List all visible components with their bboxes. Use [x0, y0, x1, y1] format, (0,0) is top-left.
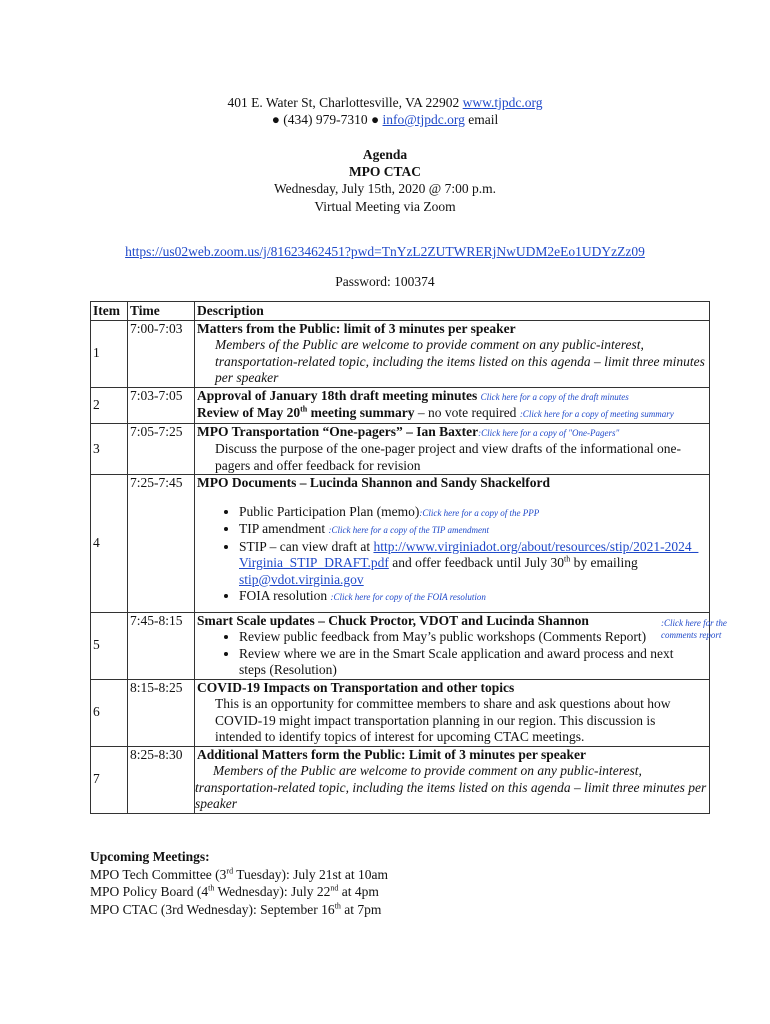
- item-time: 7:05-7:25: [128, 423, 195, 475]
- bullet-list: [197, 629, 707, 679]
- bullet-text: Public Participation Plan (memo): [239, 503, 420, 519]
- item-title-line: [197, 424, 707, 442]
- summary-line: [197, 405, 707, 423]
- zoom-link[interactable]: https://us02web.zoom.us/j/81623462451?pwd=TnYzL2ZUTWRERjNwUDM2eEo1UDYzZz09: [125, 244, 645, 259]
- item-description: [195, 387, 710, 423]
- item-number: 4: [91, 475, 128, 613]
- item-body: Members of the Public are welcome to provide comment on any public-interest, transportation-related topic, including the items listed on this agenda – limit three minutes per speaker: [195, 763, 707, 811]
- table-row: [91, 423, 710, 475]
- item-number: 2: [91, 387, 128, 423]
- summary-note-link[interactable]: :Click here for a copy of meeting summary: [519, 409, 674, 419]
- item-number: 3: [91, 423, 128, 475]
- foia-note-link[interactable]: :Click here for copy of the FOIA resolution: [330, 592, 486, 602]
- agenda-table: [90, 301, 727, 814]
- letterhead-contact-line: [0, 111, 770, 128]
- website-link[interactable]: www.tjpdc.org: [462, 95, 543, 110]
- summary-no-vote: – no vote required: [414, 405, 517, 420]
- item-time: 8:25-8:30: [128, 746, 195, 813]
- upcoming-meeting-ctac: [90, 901, 388, 919]
- item-title: Additional Matters form the Public: Limit of 3 minutes per speaker: [197, 746, 586, 762]
- list-item: [239, 588, 707, 606]
- upcoming-meetings: [90, 848, 388, 918]
- zoom-link-line: [0, 243, 770, 260]
- minutes-line: [197, 388, 707, 406]
- table-header-row: [91, 302, 710, 321]
- meeting-text: MPO Policy Board (4: [90, 884, 209, 899]
- stip-draft-link[interactable]: http://www.virginiadot.org/about/resources/stip/2021-2024_Virginia_STIP_DRAFT.pdf: [239, 538, 699, 570]
- time-column-header: Time: [128, 302, 195, 321]
- meeting-date: Wednesday, July 15th, 2020 @ 7:00 p.m.: [274, 181, 496, 196]
- summary-sup: th: [300, 404, 308, 414]
- agenda-heading: Agenda: [362, 147, 408, 162]
- item-time: 8:15-8:25: [128, 679, 195, 746]
- tip-note-link[interactable]: :Click here for a copy of the TIP amendment: [328, 525, 489, 535]
- upcoming-meeting-tech: [90, 866, 388, 884]
- item-description: [195, 423, 710, 475]
- bullet-text: FOIA resolution: [239, 588, 328, 603]
- list-item: • Review public feedback from May’s public workshops (Comments Report): [239, 629, 693, 646]
- item-description: [195, 679, 710, 746]
- bullet-text: STIP – can view draft at: [239, 538, 374, 554]
- item-description: [195, 475, 710, 613]
- item-body: This is an opportunity for committee members to share and ask questions about how COVID-19 might impact transportation planning in our region. This discussion is intended to identify topics of interest for upcoming CTAC meetings.: [215, 696, 671, 744]
- meeting-text-cont: at 4pm: [338, 884, 379, 899]
- letterhead-address-line: [0, 94, 770, 111]
- meeting-text: MPO CTAC (3rd Wednesday): September 16: [90, 901, 335, 917]
- meeting-sup: th: [208, 883, 215, 893]
- item-body: Discuss the purpose of the one-pager project and view drafts of the informational one-pagers and offer feedback for revision: [215, 441, 681, 473]
- table-row: [91, 612, 710, 679]
- item-title: Matters from the Public: limit of 3 minutes per speaker: [197, 320, 516, 336]
- item-time: 7:25-7:45: [128, 475, 195, 613]
- table-row: [91, 746, 710, 813]
- meeting-text-cont: Tuesday): July 21st at 10am: [233, 866, 388, 882]
- meeting-text-cont: Wednesday): July 22: [214, 884, 331, 899]
- bullet-text-cont2: by emailing: [570, 555, 638, 570]
- bullet-text-cont: and offer feedback until July 30: [388, 555, 565, 570]
- meeting-text-cont: at 7pm: [340, 901, 382, 917]
- stip-email-link[interactable]: stip@vdot.virginia.gov: [239, 571, 364, 587]
- item-column-header: Item: [91, 302, 128, 321]
- summary-title-cont: meeting summary: [307, 405, 415, 420]
- meeting-venue: Virtual Meeting via Zoom: [314, 199, 456, 214]
- list-item: [239, 521, 707, 539]
- description-column-header: Description: [195, 302, 710, 321]
- upcoming-heading: Upcoming Meetings:: [90, 849, 210, 864]
- one-pagers-note-link[interactable]: :Click here for a copy of "One-Pagers": [478, 427, 620, 438]
- item-title: COVID-19 Impacts on Transportation and other topics: [197, 679, 515, 695]
- item-title: Smart Scale updates – Chuck Proctor, VDOT and Lucinda Shannon: [197, 612, 589, 628]
- email-link[interactable]: info@tjpdc.org: [382, 112, 465, 127]
- comments-report-note-link[interactable]: :Click here for the comments report: [661, 617, 727, 640]
- item-description: [195, 612, 727, 679]
- item-title: MPO Transportation “One-pagers” – Ian Baxter: [197, 423, 479, 439]
- upcoming-meeting-policy: [90, 883, 388, 901]
- item-number: 1: [91, 320, 128, 387]
- item-number: 7: [91, 746, 128, 813]
- list-item: [239, 539, 707, 589]
- item-title: Approval of January 18th draft meeting minutes: [197, 387, 478, 403]
- meeting-sup: nd: [330, 883, 339, 893]
- meeting-password: Password: 100374: [335, 274, 435, 289]
- committee-name: MPO CTAC: [348, 164, 422, 179]
- item-number: 6: [91, 679, 128, 746]
- item-time: 7:00-7:03: [128, 320, 195, 387]
- table-row: [91, 475, 710, 613]
- item-body: Members of the Public are welcome to provide comment on any public-interest, transportation-related topic, including the items listed on this agenda – limit three minutes per speaker: [215, 337, 705, 385]
- item-description: [195, 746, 710, 813]
- minutes-note-link[interactable]: Click here for a copy of the draft minutes: [480, 391, 629, 402]
- list-item: [239, 504, 707, 522]
- address: 401 E. Water St, Charlottesville, VA 22902: [227, 95, 460, 110]
- item-description: [195, 320, 710, 387]
- ppp-note-link[interactable]: :Click here for a copy of the PPP: [419, 507, 540, 518]
- email-label: email: [468, 112, 499, 127]
- phone-number: ● (434) 979-7310 ●: [271, 112, 380, 127]
- item-time: 7:45-8:15: [128, 612, 195, 679]
- summary-title: Review of May 20: [197, 405, 301, 420]
- list-item: • Review where we are in the Smart Scale application and award process and next steps (Resolution): [239, 646, 693, 679]
- bullet-text: TIP amendment: [239, 521, 326, 536]
- meeting-text: MPO Tech Committee (3: [90, 866, 227, 882]
- item-time: 7:03-7:05: [128, 387, 195, 423]
- item-number: 5: [91, 612, 128, 679]
- meeting-sup: rd: [226, 866, 234, 875]
- bullet-list: [197, 504, 707, 606]
- table-row: [91, 320, 710, 387]
- meeting-sup: th: [334, 901, 341, 910]
- table-row: [91, 387, 710, 423]
- bullet-sup: th: [564, 554, 571, 564]
- item-title: MPO Documents – Lucinda Shannon and Sandy Shackelford: [197, 475, 550, 490]
- table-row: [91, 679, 710, 746]
